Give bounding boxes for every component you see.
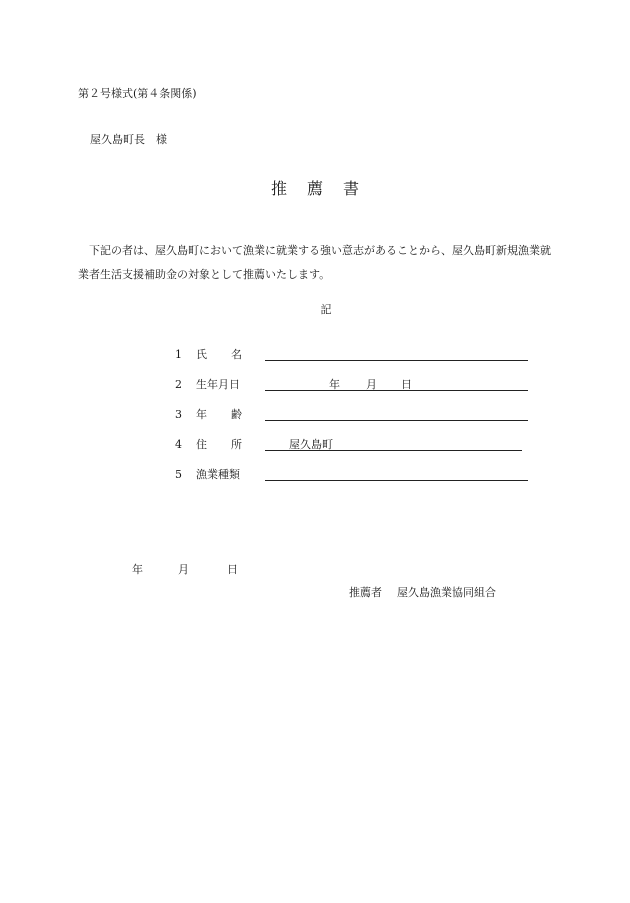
- field-2-label: 生年月日: [196, 378, 240, 391]
- field-1-label-a: 氏: [196, 348, 207, 361]
- field-5-fishery-type-line[interactable]: [265, 480, 528, 481]
- field-3-label-a: 年: [196, 408, 207, 421]
- form-number: 第２号様式(第４条関係): [78, 87, 197, 100]
- addressee: 屋久島町長 様: [90, 133, 167, 146]
- title-char-1: 推: [270, 179, 287, 198]
- recommender-label: 推薦者: [349, 586, 382, 599]
- body-text: [78, 239, 578, 287]
- field-4-label-a: 住: [196, 438, 207, 451]
- field-2-birthdate-line[interactable]: [265, 390, 528, 391]
- field-2-number: 2: [175, 378, 182, 391]
- date-year: 年: [132, 563, 143, 576]
- recommender-name: 屋久島漁業協同組合: [397, 586, 496, 599]
- field-1-label-b: 名: [231, 348, 242, 361]
- date-day: 日: [227, 563, 238, 576]
- body-line-1: 下記の者は、屋久島町において漁業に就業する強い意志があることから、屋久島町新規漁業就: [89, 244, 551, 257]
- field-3-label-b: 齢: [231, 408, 242, 421]
- field-4-label-b: 所: [231, 438, 242, 451]
- body-line-2: 業者生活支援補助金の対象として推薦いたします。: [78, 268, 331, 281]
- title-char-3: 書: [343, 179, 360, 198]
- field-1-name-line[interactable]: [265, 360, 528, 361]
- field-4-address-line[interactable]: [265, 450, 522, 451]
- ki-heading: 記: [320, 303, 332, 316]
- date-month: 月: [178, 563, 189, 576]
- field-5-number: 5: [175, 468, 182, 481]
- field-5-label: 漁業種類: [196, 468, 240, 481]
- title-char-2: 薦: [306, 179, 323, 198]
- field-2-month: 月: [366, 378, 377, 391]
- field-2-year: 年: [329, 378, 340, 391]
- document-title: [0, 181, 630, 197]
- field-3-age-line[interactable]: [265, 420, 528, 421]
- field-4-address-value: 屋久島町: [289, 438, 333, 451]
- field-2-day: 日: [401, 378, 412, 391]
- field-4-number: 4: [175, 438, 182, 451]
- field-3-number: 3: [175, 408, 182, 421]
- field-1-number: 1: [175, 348, 182, 361]
